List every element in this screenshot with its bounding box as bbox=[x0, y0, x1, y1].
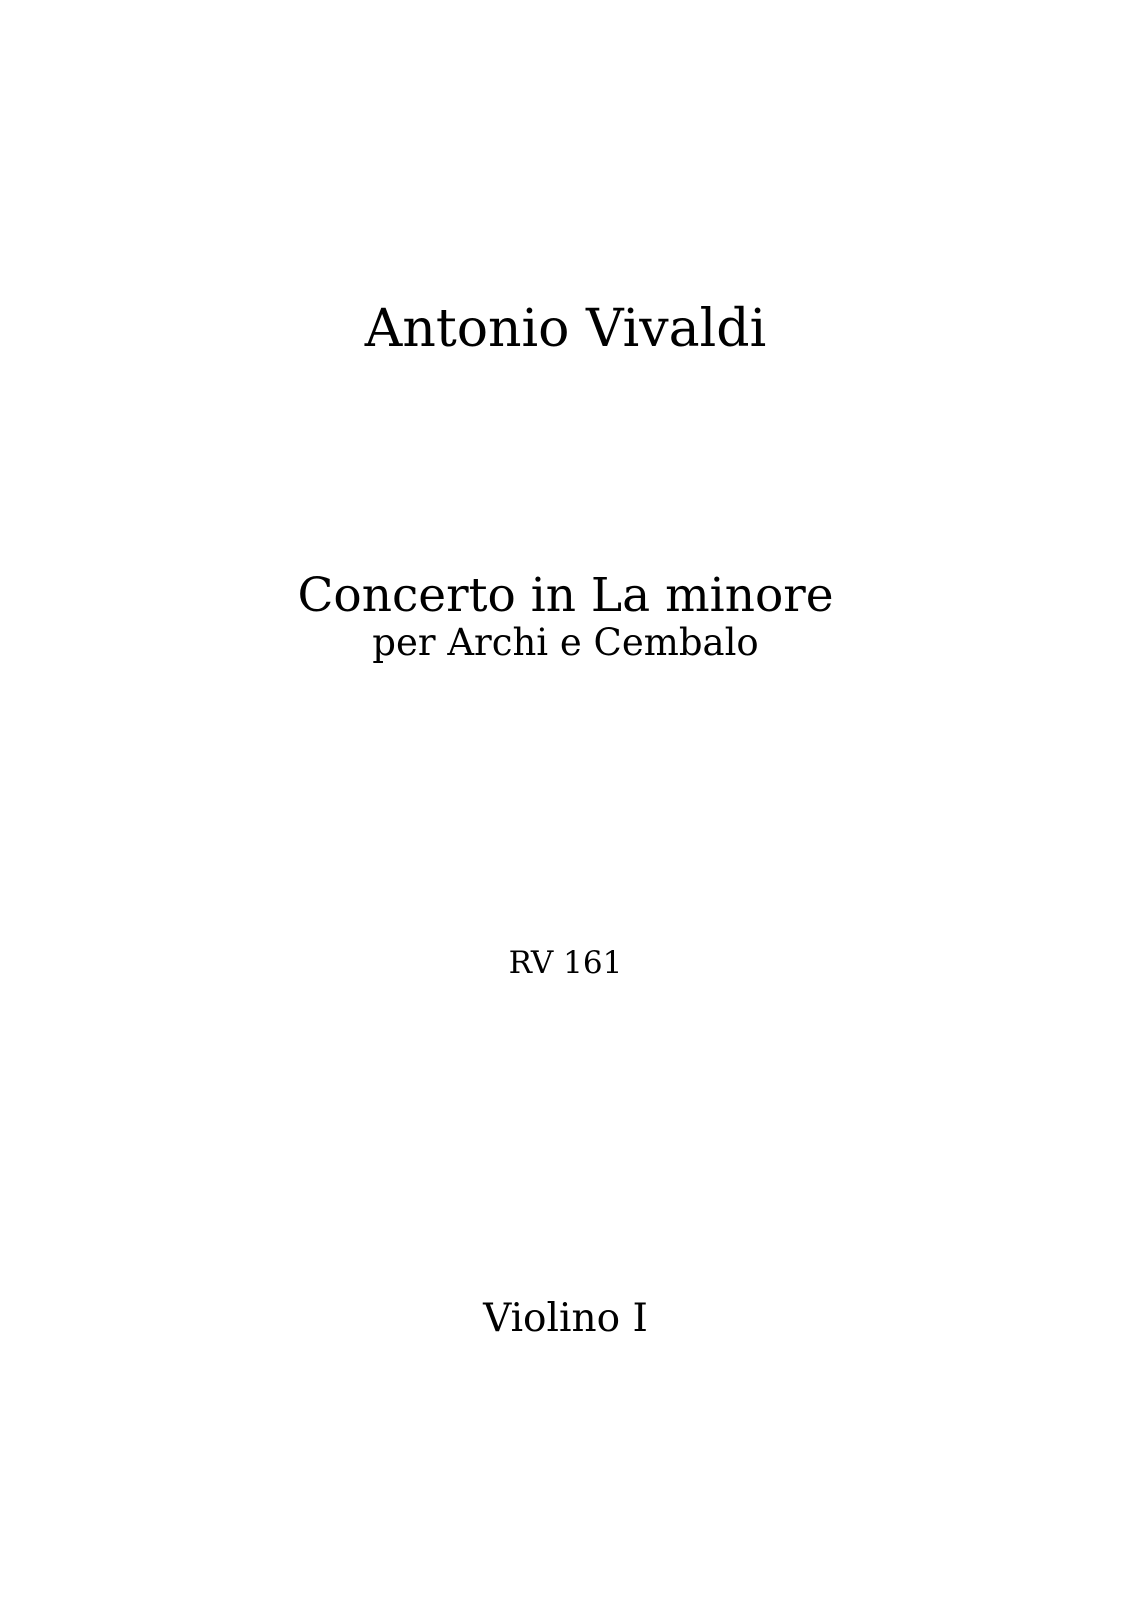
work-title: Concerto in La minore bbox=[297, 568, 834, 623]
work-subtitle: per Archi e Cembalo bbox=[372, 621, 759, 664]
catalog-number: RV 161 bbox=[508, 945, 623, 981]
composer-name: Antonio Vivaldi bbox=[364, 299, 767, 359]
part-name: Violino I bbox=[483, 1296, 648, 1341]
